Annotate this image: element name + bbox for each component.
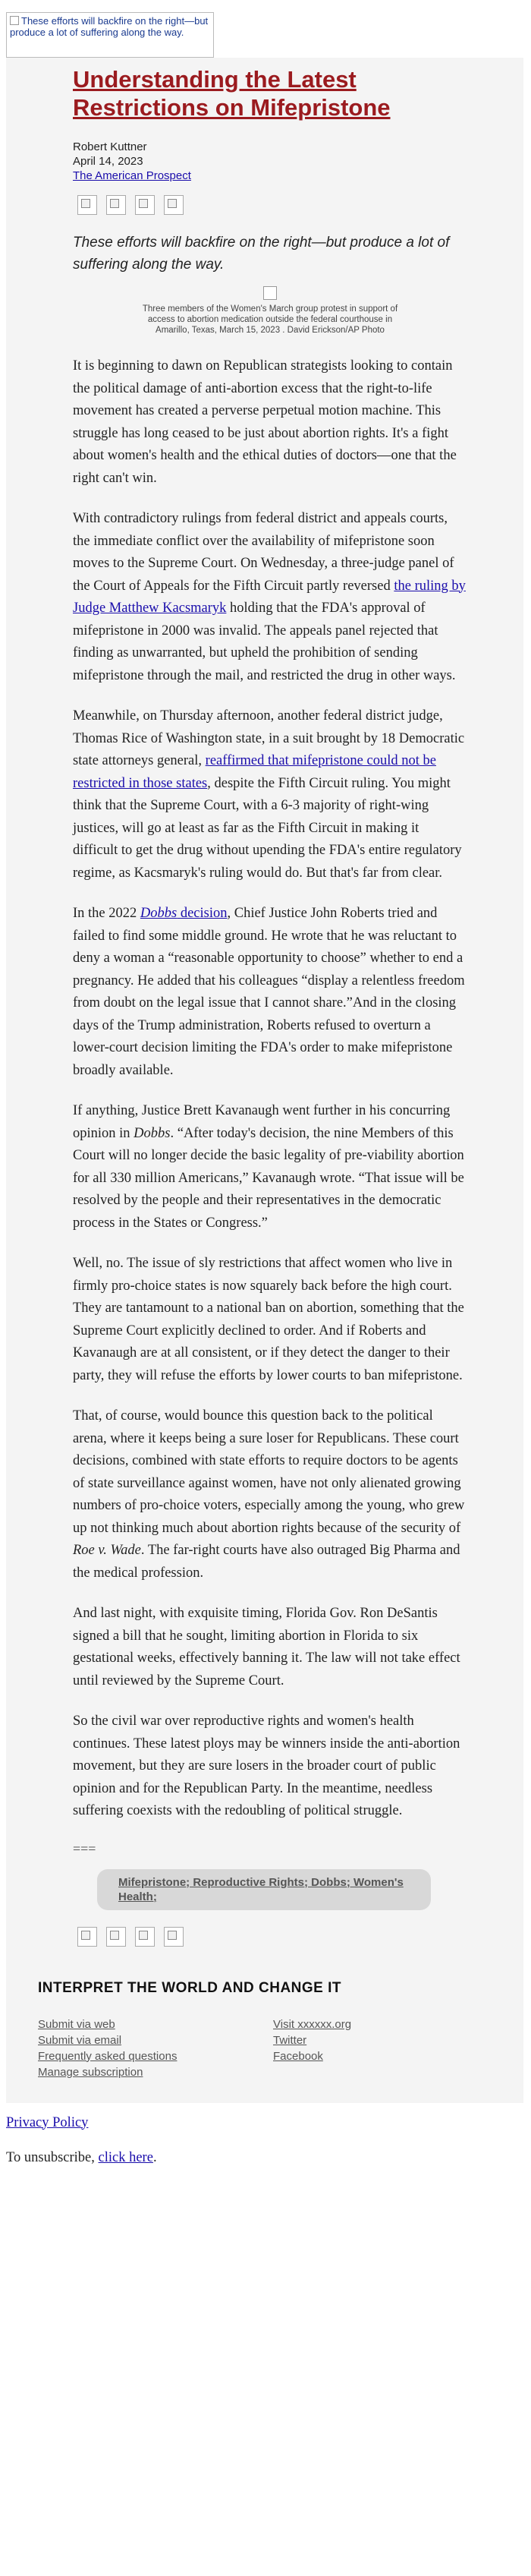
tag-pill [97,1869,431,1910]
share-icon-3[interactable] [135,195,155,215]
email-page [0,12,531,2167]
byline [73,140,467,183]
paragraph-9: So the civil war over reproductive rights and women's health continues. These latest ploys may be winners inside the anti-abortion movement, but they are sure losers in the broader court of public opinion and for the Republican Party. In the meantime, needless suffering coexists with the redoubling of political struggle. [73,1714,460,1818]
share-icon-2[interactable] [106,195,126,215]
unsubscribe-line: To unsubscribe, click here. [6,2149,157,2165]
twitter-link[interactable]: Twitter [273,2033,307,2047]
kacsmaryk-ruling-link[interactable]: the ruling by Judge Matthew Kacsmaryk [73,578,466,616]
facebook-link[interactable]: Facebook [273,2049,323,2063]
paragraph-4: In the 2022 Dobbs decision, Chief Justice John Roberts tried and failed to find some middle ground. He wrote that he was reluctant to deny a woman a “reasonable opportunity to choose” whether to end a pregnancy. He added that his colleagues “display a relentless freedom from doubt on the legal issue that I cannot share.”And in the closing days of the Trump administration, Roberts refused to overturn a lower-court decision limiting the FDA's order to make mifepristone broadly available. [73,906,465,1078]
header-image-alt: These efforts will backfire on the right—but produce a lot of suffering along the way. [10,15,209,38]
article-title[interactable]: Understanding the Latest Restrictions on Mifepristone [73,66,391,121]
share-row-top [77,195,467,215]
footer-heading: INTERPRET THE WORLD AND CHANGE IT [38,1979,342,1996]
share-icon-1[interactable] [77,195,97,215]
broken-image-icon [10,16,19,25]
footer [6,1980,523,2080]
share-row-bottom [77,1927,467,1947]
paragraph-5: If anything, Justice Brett Kavanaugh went further in his concurring opinion in Dobbs. “After today's decision, the nine Members of this Court will no longer decide the basic legality of pre-viability abortion for all 330 million Americans,” Kavanaugh wrote. “That issue will be resolved by the people and their representatives in the democratic process in the States or Congress.” [73,1103,464,1231]
submit-web-link[interactable]: Submit via web [38,2017,115,2031]
photo-caption: Three members of the Women's March group protest in support of access to abortion medication outside the federal courthouse in Amarillo, Texas, March 15, 2023 . David Erickson/AP Photo [142,304,398,335]
submit-email-link[interactable]: Submit via email [38,2033,122,2047]
unsubscribe-link[interactable]: click here [98,2149,153,2165]
article-body [73,355,467,1823]
publish-date: April 14, 2023 [73,155,143,168]
legal-section [6,2114,531,2167]
share-icon-3[interactable] [135,1927,155,1947]
dobbs-decision-link[interactable]: Dobbs decision [140,906,228,921]
header-image[interactable] [6,12,214,58]
paragraph-8: And last night, with exquisite timing, Florida Gov. Ron DeSantis signed a bill that he sought, limiting abortion in Florida to six gestational weeks, effectively banning it. The law will not take effect until reviewed by the Supreme Court. [73,1606,460,1688]
tags-link[interactable]: Mifepristone; Reproductive Rights; Dobbs; Women's Health; [118,1875,404,1903]
reaffirmed-link[interactable]: reaffirmed that mifepristone could not be restricted in those states [73,753,436,791]
article-container [6,58,523,2103]
share-icon-4[interactable] [164,195,184,215]
privacy-policy-link[interactable]: Privacy Policy [6,2114,89,2130]
share-icon-4[interactable] [164,1927,184,1947]
share-icon-2[interactable] [106,1927,126,1947]
faq-link[interactable]: Frequently asked questions [38,2049,178,2063]
footer-right-links [273,2016,508,2080]
publication-link[interactable]: The American Prospect [73,169,191,182]
visit-site-link[interactable]: Visit xxxxxx.org [273,2017,352,2031]
paragraph-7: That, of course, would bounce this question back to the political arena, where it keeps being a sure loser for Republicans. These court decisions, combined with state efforts to require doctors to be agents of state surveillance against women, have not only alienated growing numbers of pro-choice voters, especially among the young, who grew up not thinking much about abortion rights because of the security of Roe v. Wade. The far-right courts have also outraged Big Pharma and the medical profession. [73,1408,465,1581]
share-icon-1[interactable] [77,1927,97,1947]
article-figure [73,286,467,336]
paragraph-1: It is beginning to dawn on Republican strategists looking to contain the political damage of anti-abortion excess that the right-to-life movement has created a perverse perpetual motion machine. This struggle has long ceased to be just about abortion rights. It's a fight about women's health and the ethical duties of doctors—one that the right can't win. [73,358,457,486]
footer-left-links [38,2016,273,2080]
photo-placeholder-icon [263,286,277,300]
paragraph-3: Meanwhile, on Thursday afternoon, another federal district judge, Thomas Rice of Washington state, in a suit brought by 18 Democratic state attorneys general, reaffirmed that mifepristone could not be restricted in those states, despite the Fifth Circuit ruling. You might think that the Supreme Court, with a 6-3 majority of right-wing justices, will go at least as far as the Fifth Circuit in making it difficult to get the drug without upending the FDA's entire regulatory regime, as Kacsmaryk's ruling would do. But that's far from clear. [73,708,465,881]
author: Robert Kuttner [73,140,147,153]
manage-subscription-link[interactable]: Manage subscription [38,2065,143,2079]
separator: === [73,1840,96,1856]
paragraph-6: Well, no. The issue of sly restrictions that affect women who live in firmly pro-choice states is now squarely back before the high court. They are tantamount to a national ban on abortion, something that the Supreme Court explicitly declined to order. And if Roberts and Kavanaugh are at all consistent, or if they detect the danger to their party, they will refuse the efforts by lower courts to ban mifepristone. [73,1256,464,1383]
paragraph-2: With contradictory rulings from federal district and appeals courts, the immediate conflict over the availability of mifepristone soon moves to the Supreme Court. On Wednesday, a three-judge panel of the Court of Appeals for the Fifth Circuit partly reversed the ruling by Judge Matthew Kacsmaryk holding that the FDA's approval of mifepristone in 2000 was invalid. The appeals panel rejected that finding as unwarranted, but upheld the prohibition of sending mifepristone through the mail, and restricted the drug in other ways. [73,511,466,683]
article-dek: These efforts will backfire on the right—but produce a lot of suffering along the way. [73,235,450,273]
